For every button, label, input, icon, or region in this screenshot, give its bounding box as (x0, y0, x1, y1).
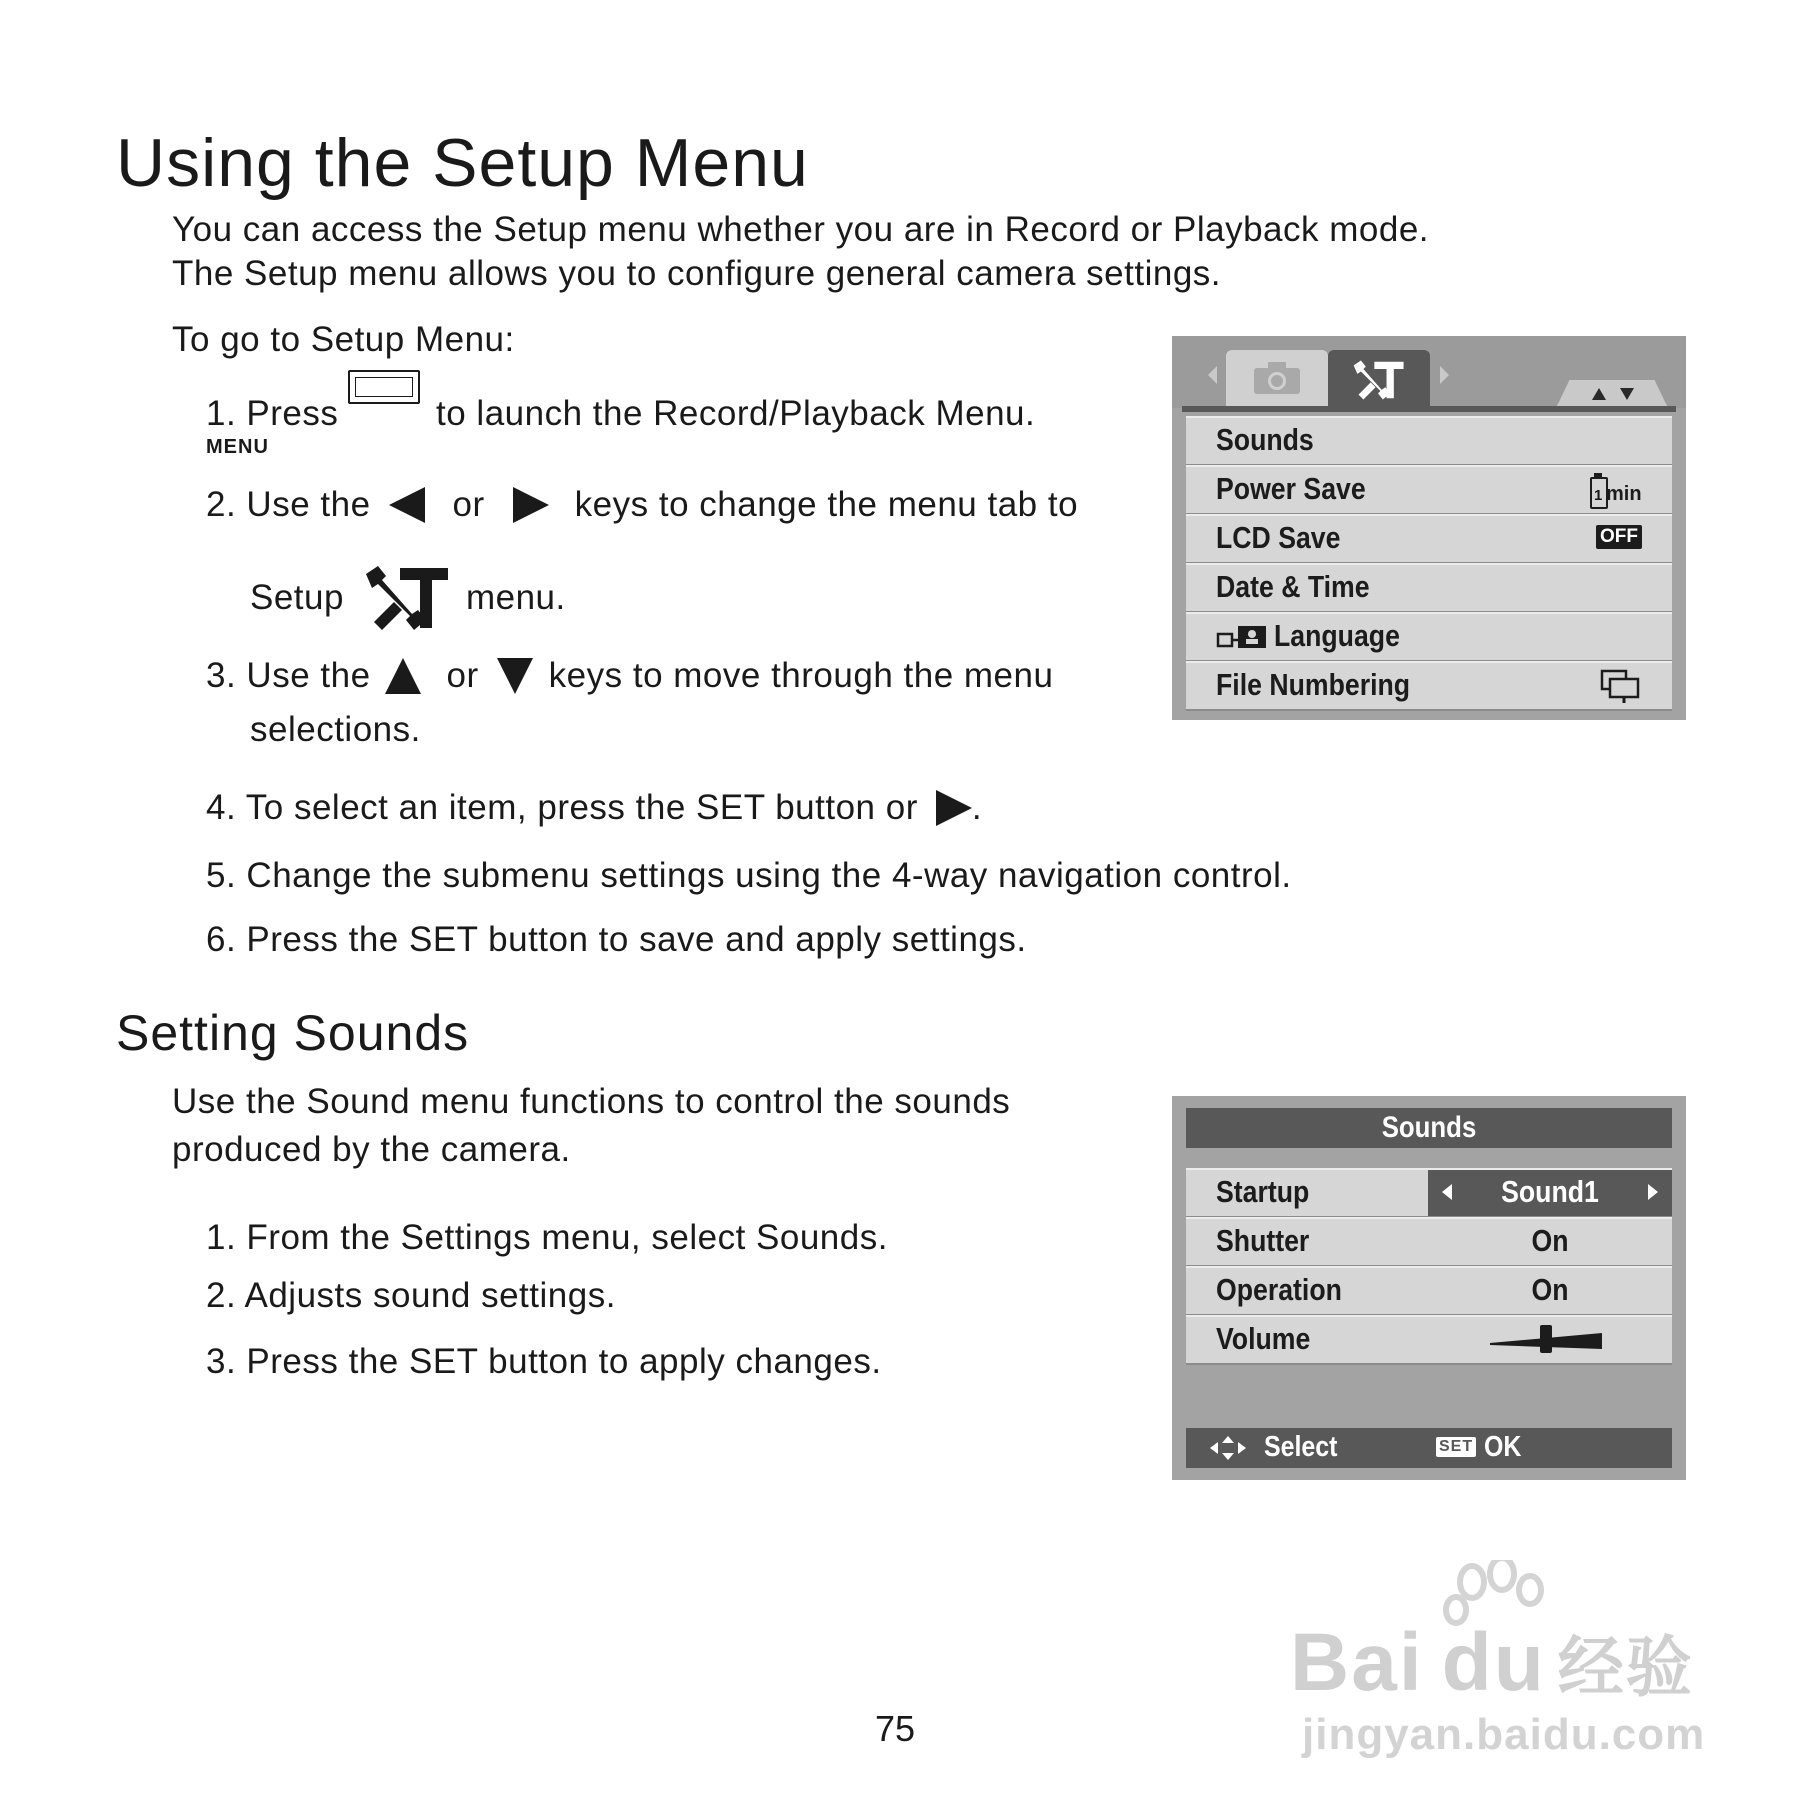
volume-slider[interactable] (1486, 1321, 1606, 1357)
scroll-up-icon (1592, 388, 1606, 400)
lcd-save-off-badge: OFF (1596, 525, 1642, 549)
sounds-footer (1186, 1428, 1672, 1468)
step-1 (206, 394, 338, 434)
sounds-row-label: Operation (1216, 1272, 1342, 1307)
right-arrow-icon (513, 487, 549, 523)
step-4 (206, 788, 982, 828)
down-arrow-icon (497, 658, 533, 694)
tab-right-arrow-icon (1440, 366, 1449, 384)
intro-line-2: The Setup menu allows you to configure general camera settings. (172, 254, 1222, 293)
shutter-value: On (1531, 1223, 1569, 1258)
sounds-title: Sounds (1381, 1111, 1477, 1144)
page-number: 75 (874, 1708, 916, 1749)
step-2-line-2 (250, 562, 566, 634)
step-3 (206, 656, 1053, 696)
setup-row-label: Date & Time (1216, 569, 1370, 604)
go-to-heading: To go to Setup Menu: (172, 320, 515, 359)
step-3-text-a: 3. Use the (206, 656, 371, 695)
operation-value: On (1531, 1272, 1569, 1307)
watermark-text-a: Bai (1290, 1617, 1424, 1708)
language-icon (1216, 624, 1272, 652)
setup-row-label: Sounds (1216, 422, 1314, 457)
startup-value-selector[interactable] (1428, 1170, 1672, 1216)
step-3-text-b: keys to move through the menu (548, 656, 1054, 695)
setup-row-label: File Numbering (1216, 667, 1411, 702)
setup-menu-screen (1172, 336, 1686, 720)
sounds-step-2: 2. Adjusts sound settings. (206, 1276, 616, 1315)
setup-row-date-time (1186, 563, 1672, 613)
sounds-row-volume (1186, 1315, 1672, 1365)
setup-tools-icon (360, 562, 452, 634)
intro-line-1: You can access the Setup menu whether you are in Record or Playback mode. (172, 210, 1430, 249)
step-6: 6. Press the SET button to save and apply settings. (206, 920, 1027, 959)
set-button-icon: SET (1436, 1437, 1476, 1457)
setup-row-label: Power Save (1216, 471, 1366, 506)
scroll-indicator (1556, 380, 1668, 408)
step-4-text-b: . (971, 788, 983, 827)
tab-setup (1328, 350, 1430, 410)
setup-tools-icon (1350, 358, 1406, 402)
setup-row-lcd-save (1186, 514, 1672, 564)
step-2-text-a: 2. Use the (206, 485, 371, 524)
camera-icon (1252, 360, 1302, 396)
sounds-intro-line-2: produced by the camera. (172, 1130, 571, 1169)
step-5: 5. Change the submenu settings using the 4-way navigation control. (206, 856, 1292, 895)
step-3-text-c: selections. (250, 710, 421, 749)
setup-row-power-save (1186, 465, 1672, 515)
footer-select-label: Select (1264, 1431, 1338, 1463)
watermark-text-cn: 经验 (1557, 1630, 1694, 1704)
power-save-icon: 1 min (1588, 473, 1648, 511)
step-2-text-c: Setup (250, 578, 344, 617)
step-2-text-b: keys to change the menu tab to (574, 485, 1079, 524)
step-2-or: or (452, 485, 485, 524)
menu-button-label: MENU (206, 436, 269, 458)
sounds-row-shutter (1186, 1217, 1672, 1267)
section-heading-sounds: Setting Sounds (116, 1005, 470, 1061)
sounds-title-bar (1186, 1108, 1672, 1148)
left-arrow-icon (389, 487, 425, 523)
step-4-text-a: 4. To select an item, press the SET button or (206, 788, 918, 827)
step-2 (206, 485, 1078, 525)
setup-row-label: LCD Save (1216, 520, 1341, 555)
step-1-text-b: to launch the Record/Playback Menu. (436, 394, 1036, 433)
setup-row-label: Language (1274, 618, 1400, 653)
step-2-text-d: menu. (465, 578, 566, 617)
sounds-step-1: 1. From the Settings menu, select Sounds. (206, 1218, 888, 1257)
up-arrow-icon (385, 658, 421, 694)
setup-row-file-numbering (1186, 661, 1672, 711)
tab-left-arrow-icon (1208, 366, 1217, 384)
setup-row-sounds (1186, 416, 1672, 466)
value-right-arrow-icon[interactable] (1648, 1184, 1658, 1200)
sounds-row-operation (1186, 1266, 1672, 1316)
sounds-row-startup (1186, 1168, 1672, 1218)
sounds-intro-line-1: Use the Sound menu functions to control the sounds (172, 1082, 1011, 1121)
watermark-url: jingyan.baidu.com (1302, 1710, 1706, 1759)
sounds-row-label: Startup (1216, 1174, 1310, 1209)
step-3-or: or (446, 656, 479, 695)
navigate-arrows-icon (1208, 1434, 1248, 1462)
sounds-step-3: 3. Press the SET button to apply changes. (206, 1342, 882, 1381)
sounds-row-label: Shutter (1216, 1223, 1310, 1258)
watermark-text-b: du (1441, 1617, 1546, 1708)
file-numbering-icon (1600, 667, 1644, 705)
right-arrow-icon (936, 790, 972, 826)
startup-value: Sound1 (1501, 1174, 1599, 1209)
setup-row-language (1186, 612, 1672, 662)
scroll-down-icon (1620, 388, 1634, 400)
step-1-text-a: 1. Press (206, 394, 339, 433)
tab-camera (1226, 350, 1328, 406)
page-title: Using the Setup Menu (116, 125, 809, 201)
sounds-row-label: Volume (1216, 1321, 1311, 1356)
sounds-menu-screen (1172, 1096, 1686, 1480)
footer-ok-label: OK (1484, 1431, 1522, 1463)
